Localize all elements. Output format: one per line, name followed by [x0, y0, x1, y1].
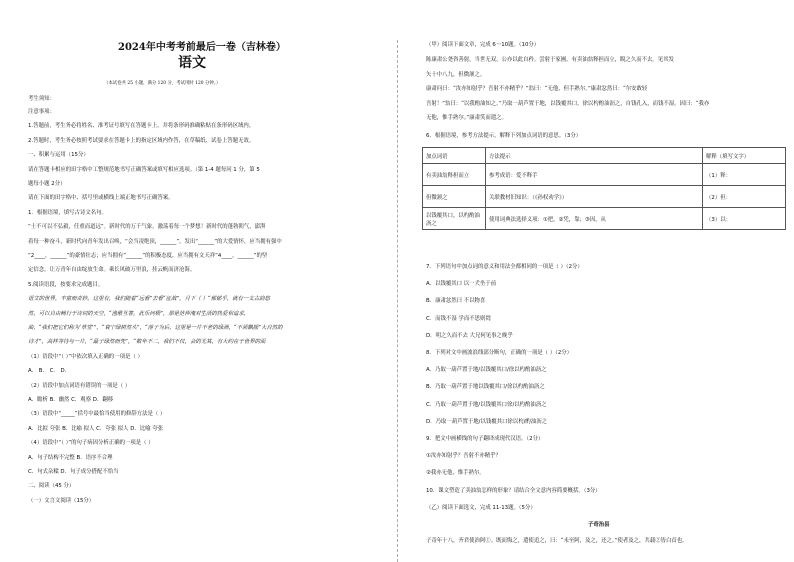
- text-line: 无他，惟手熟尔。”康肃笑而遣之。: [426, 115, 507, 122]
- table-header-row: [423, 148, 786, 164]
- table-cell: 使用词典法选择义项：①把，②凭，靠；③因，从: [486, 208, 703, 230]
- text-line: A．比拟 夸张 B．比喻 拟人 C．夸张 拟人 D．比喻 夸张: [28, 425, 164, 432]
- sub-passage-line: 子奇年十八，齐君使治阿①。既而悔之，遣使追之，曰：“未至阿，及之，还之。”使者及之，共载②皆白首也。: [426, 538, 688, 544]
- text-line: “士不可以不弘毅，任重而道远”。新时代的万千气象，激荡着每一个梦想！新时代的蓬勃朝气，澎湃: [28, 224, 266, 231]
- text-line: 5.阅读语段，按要求完成题目。: [28, 281, 104, 288]
- text-line: 陈康肃公尧咨善射，当世无双，公亦以此自矜。尝射于家圃，有卖油翁释担而立，睨之久而不去。见其发: [426, 57, 674, 63]
- text-line: A．句子结构不完整 B．语序不合理: [28, 454, 113, 461]
- table-cell: 关联教材旧知识：（《孙权劝学》）: [486, 186, 703, 208]
- text-line: A． B． C． D．: [28, 368, 71, 375]
- notice-heading: 考生须知：: [28, 96, 55, 102]
- text-line: 9．把文中画横线的句子翻译成现代汉语。（2分）: [426, 436, 544, 442]
- text-line: 然，可以自由畅行于诗词的天空，“渔歌互答，此乐何极”，那是范仲淹对生活的热爱和追求，: [28, 310, 250, 317]
- question-6: 6．根据语境，参考方法提示，解释下列加点词语的意思。（3分）: [426, 133, 582, 139]
- text-line: 康肃问曰：“汝亦知射乎？吾射不亦精乎？”翁曰：“无他，但手熟尔。”康肃忿然曰：“尔安敢轻: [426, 86, 648, 93]
- table-cell: （2）但：: [703, 186, 786, 208]
- text-line: 曲，“我们把它们称为‘草堂’”，“衰宁绿树然头”，“落子为后，这里是一片不老的绿洲，“不须飘摇”大自然的: [28, 325, 283, 331]
- text-line: C．句式杂糅 D．句子成分搭配不恰当: [28, 469, 119, 475]
- text-line: 注意事项：: [28, 109, 55, 115]
- text-line: （1）语段中“（ ）”中依次填入正确的一项是（ ）: [28, 353, 143, 360]
- subject-title: 语文: [178, 55, 206, 71]
- table-header-cell: 方法提示: [486, 148, 703, 164]
- table-cell: 但微颔之: [423, 186, 486, 208]
- text-line: A．以钱覆其口 以一犬坐于前: [426, 281, 497, 288]
- text-line: B．康肃忿然曰 不以物喜: [426, 298, 486, 305]
- exam-title: 2024年中考考前最后一卷（吉林卷）: [118, 42, 286, 53]
- text-line: C．乃取一葫芦置于地/以钱覆其口徐/以杓酌油沥之: [426, 401, 547, 408]
- table-cell: 有卖油翁释担而立: [423, 164, 486, 186]
- table-row: [423, 186, 786, 208]
- text-line: 8．下列对文中画波浪线部分断句，正确的一项是（ ）（2分）: [426, 350, 573, 356]
- text-line: 吾射！”翁曰：“以我酌油知之。”乃取一葫芦置于地，以钱覆其口，徐以杓酌油沥之，自钱孔入，而钱不湿。因曰：“我亦: [426, 100, 710, 107]
- exam-info: （本试卷共 25 小题，满分 120 分，考试用时 120 分钟。）: [104, 81, 221, 86]
- text-line: 2.答题时，考生务必按照考试要求在答题卡上的指定区域内作答，在草稿纸、试卷上答题无效。: [28, 137, 255, 144]
- text-line: ①汝亦知射乎？吾射不亦精乎？: [426, 453, 501, 460]
- text-line: （一）文言文阅读（15分）: [28, 497, 95, 504]
- text-line: 一、积累与运用（15分）: [28, 152, 89, 159]
- text-line: B．乃取一葫芦置于地以钱覆其口/徐以杓酌油沥之: [426, 384, 545, 391]
- right-page: [422, 0, 794, 562]
- text-line: 10．课文塑造了卖油翁怎样的形象？请结合全文意内容简要概括。（3分）: [426, 487, 601, 494]
- question-6-table: [422, 147, 786, 230]
- table-header-cell: 加点词语: [423, 148, 486, 164]
- text-line: 1．根据语境，填写古诗文名句。: [28, 209, 107, 216]
- table-cell: （3）以：: [703, 208, 786, 230]
- text-line: 题每小题 2分）: [28, 181, 66, 187]
- text-line: ②我亦无他，惟手熟尔。: [426, 470, 485, 477]
- sub-passage-title: 子奇治县: [588, 522, 610, 528]
- text-line: “2____，______”的豪情壮志；应当拥有“______”的积极态度，应当拥有文天祥“4____，______”的坚: [28, 253, 268, 259]
- text-line: 1.答题前，考生务必将姓名、准考证号填写在答题卡上，并将条形码准确粘贴在条形码区域内。: [28, 123, 255, 130]
- text-line: （2）语段中加点词语有错误的一项是（ ）: [28, 382, 131, 389]
- text-line: 定信念。让万青年自由绽放生命。乘长风破万里浪，挂云帆而济沧海。: [28, 267, 196, 274]
- table-row: [423, 208, 786, 230]
- table-cell: 以钱覆其口，以杓酌油沥之: [423, 208, 486, 230]
- text-line: 请在下面的田字格中、括号里或横线上端正地书写正确答案。: [28, 195, 174, 202]
- text-line: 语文的世界，丰富而奇妙。这里有，我们随着“远看”去看“征战”，月下（ ）“郁郁乎，就有一支古韵悠: [28, 296, 270, 303]
- text-line: 诗才”，高样等待与一片，“最子绿然而先”，“数年不二，我们不仅，会的无其，有大约在于世界的面: [28, 339, 266, 346]
- text-line: A．瞻析 B．幽然 C．观察 D．翻移: [28, 397, 114, 403]
- text-line: 着每一种奋斗，新时代向青年发出召唤，“会当凌绝顶，______”，发出“______”的大爱情怀，应当拥有强中: [28, 238, 282, 245]
- text-line: 请在答题卡相应的田字格中工整规范地书写正确答案或填写相应选项。（第 1-4 题每问 1 分，第 5: [28, 166, 260, 173]
- text-line: 二、阅读（45 分）: [28, 483, 75, 490]
- text-line: 矢十中八九，但微颔之。: [426, 71, 486, 78]
- text-line: A．乃取一葫芦置于地/以钱覆其口/徐以杓酌油沥之: [426, 367, 547, 374]
- text-line: 7．下列语句中加点词的意义和用法全都相同的一项是（ ）（2分）: [426, 264, 583, 270]
- text-line: C．而钱不湿 学而不思则罔: [426, 315, 491, 322]
- text-line: （3）语段中“_____”括号中最恰当使用的修辞方法是（ ）: [28, 411, 166, 418]
- table-cell: （1）释：: [703, 164, 786, 186]
- text-line: （乙）阅读下面选文，完成 11-13题。（5分）: [426, 504, 536, 511]
- passage-heading: （甲）阅读下面文章，完成 6～10题。（10分）: [426, 42, 540, 48]
- table-header-cell: 解释（填写文字）: [703, 148, 786, 164]
- text-line: D．乃取一葫芦置于地/以钱覆其口徐以杓/酌油沥之: [426, 418, 547, 425]
- table-cell: 参考成语：爱不释手: [486, 164, 703, 186]
- table-row: [423, 164, 786, 186]
- page-divider: [397, 40, 398, 562]
- text-line: D．明之久而不去 大兄何见事之晚乎: [426, 332, 513, 339]
- text-line: （4）语段中“（ ）”的句子病因分析正确的一项是（ ）: [28, 440, 154, 447]
